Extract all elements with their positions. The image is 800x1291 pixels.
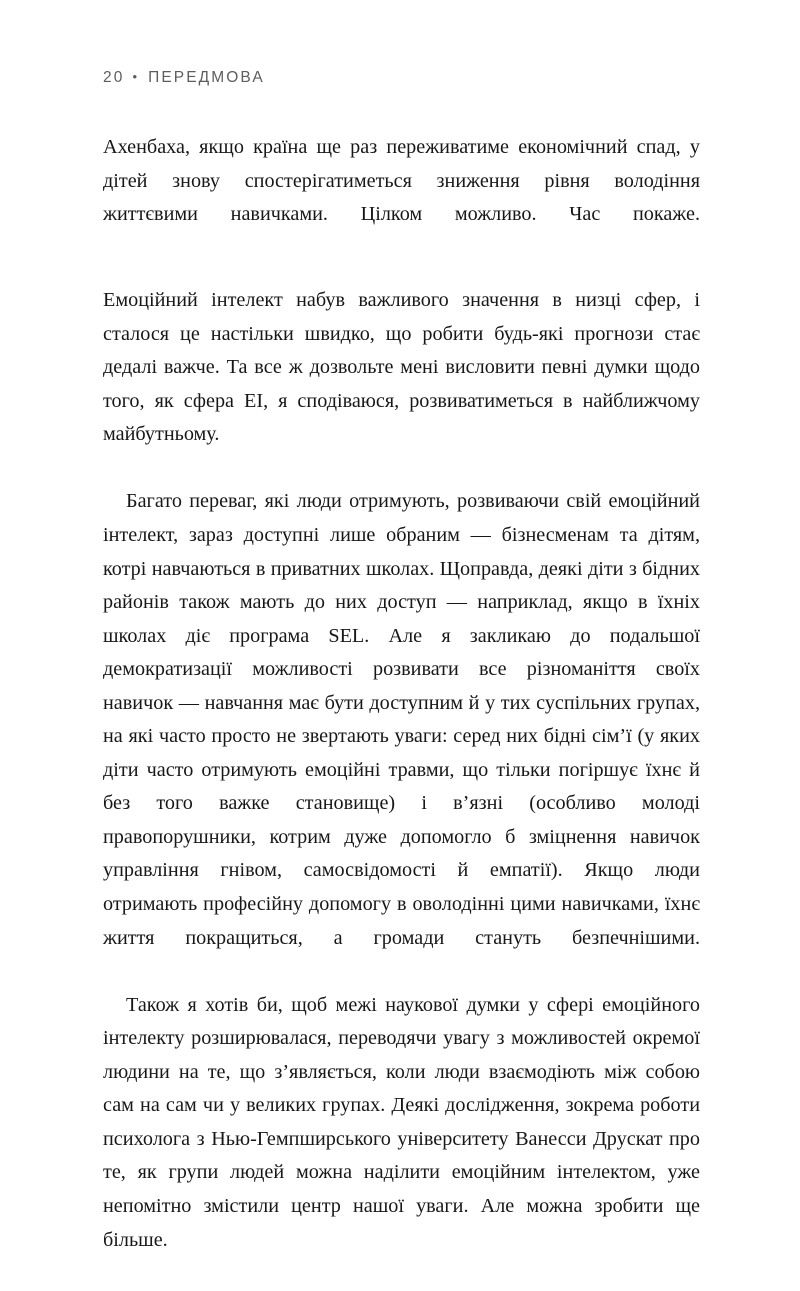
paragraph-3: Багато переваг, які люди отримують, розвиваючи свій емоційний інтелект, зараз доступні лише обраним — бізнесменам та дітям, котрі навчаються в приватних школах. Щоправда, деякі діти з бідних районів також мають до них доступ — наприклад, якщо в їхніх школах діє програма SEL. Але я закликаю до подальшої демократизації можливості розвивати все різноманіття своїх навичок — навчання має бути доступним й у тих суспільних групах, на які часто просто не звертають уваги: серед них бідні сім’ї (у яких діти часто отримують емоційні травми, що тільки погіршує їхнє й без того важке становище) і в’язні (особливо молоді правопорушники, котрим дуже допомогло б зміцнення навичок управління гнівом, самосвідомості й емпатії). Якщо люди отримають професійну допомогу в оволодінні цими навичками, їхнє життя покращиться, а громади стануть безпечнішими. [103,490,700,949]
paragraph-4: Також я хотів би, щоб межі наукової думки у сфері емоційного інтелекту розширювалася, переводячи увагу з можливостей окремої людини на те, що з’являється, коли люди взаємодіють між собою сам на сам чи у великих групах. Деякі дослідження, зокрема роботи психолога з Нью-Гемпширського університету Ванесси Друскат про те, як групи людей можна наділити емоційним інтелектом, уже непомітно змістили центр нашої уваги. Але можна зробити ще більше. [103,993,700,1251]
paragraph-2: Емоційний інтелект набув важливого значення в низці сфер, і сталося це настільки швидко, що робити будь-які прогнози стає дедалі важче. Та все ж дозвольте мені висловити певні думки щодо того, як сфера ЕІ, я сподіваюся, розвиватиметься в найближчому майбутньому. [103,289,700,446]
paragraph-1: Ахенбаха, якщо країна ще раз переживатиме економічний спад, у дітей знову спостерігатиметься зниження рівня володіння життєвими навичками. Цілком можливо. Час покаже. [103,136,700,226]
running-head [103,70,265,86]
body-text-block [103,131,700,1291]
chapter-title: ПЕРЕДМОВА [148,69,265,86]
bullet-separator-icon: • [132,69,140,84]
page-number: 20 [103,69,125,86]
